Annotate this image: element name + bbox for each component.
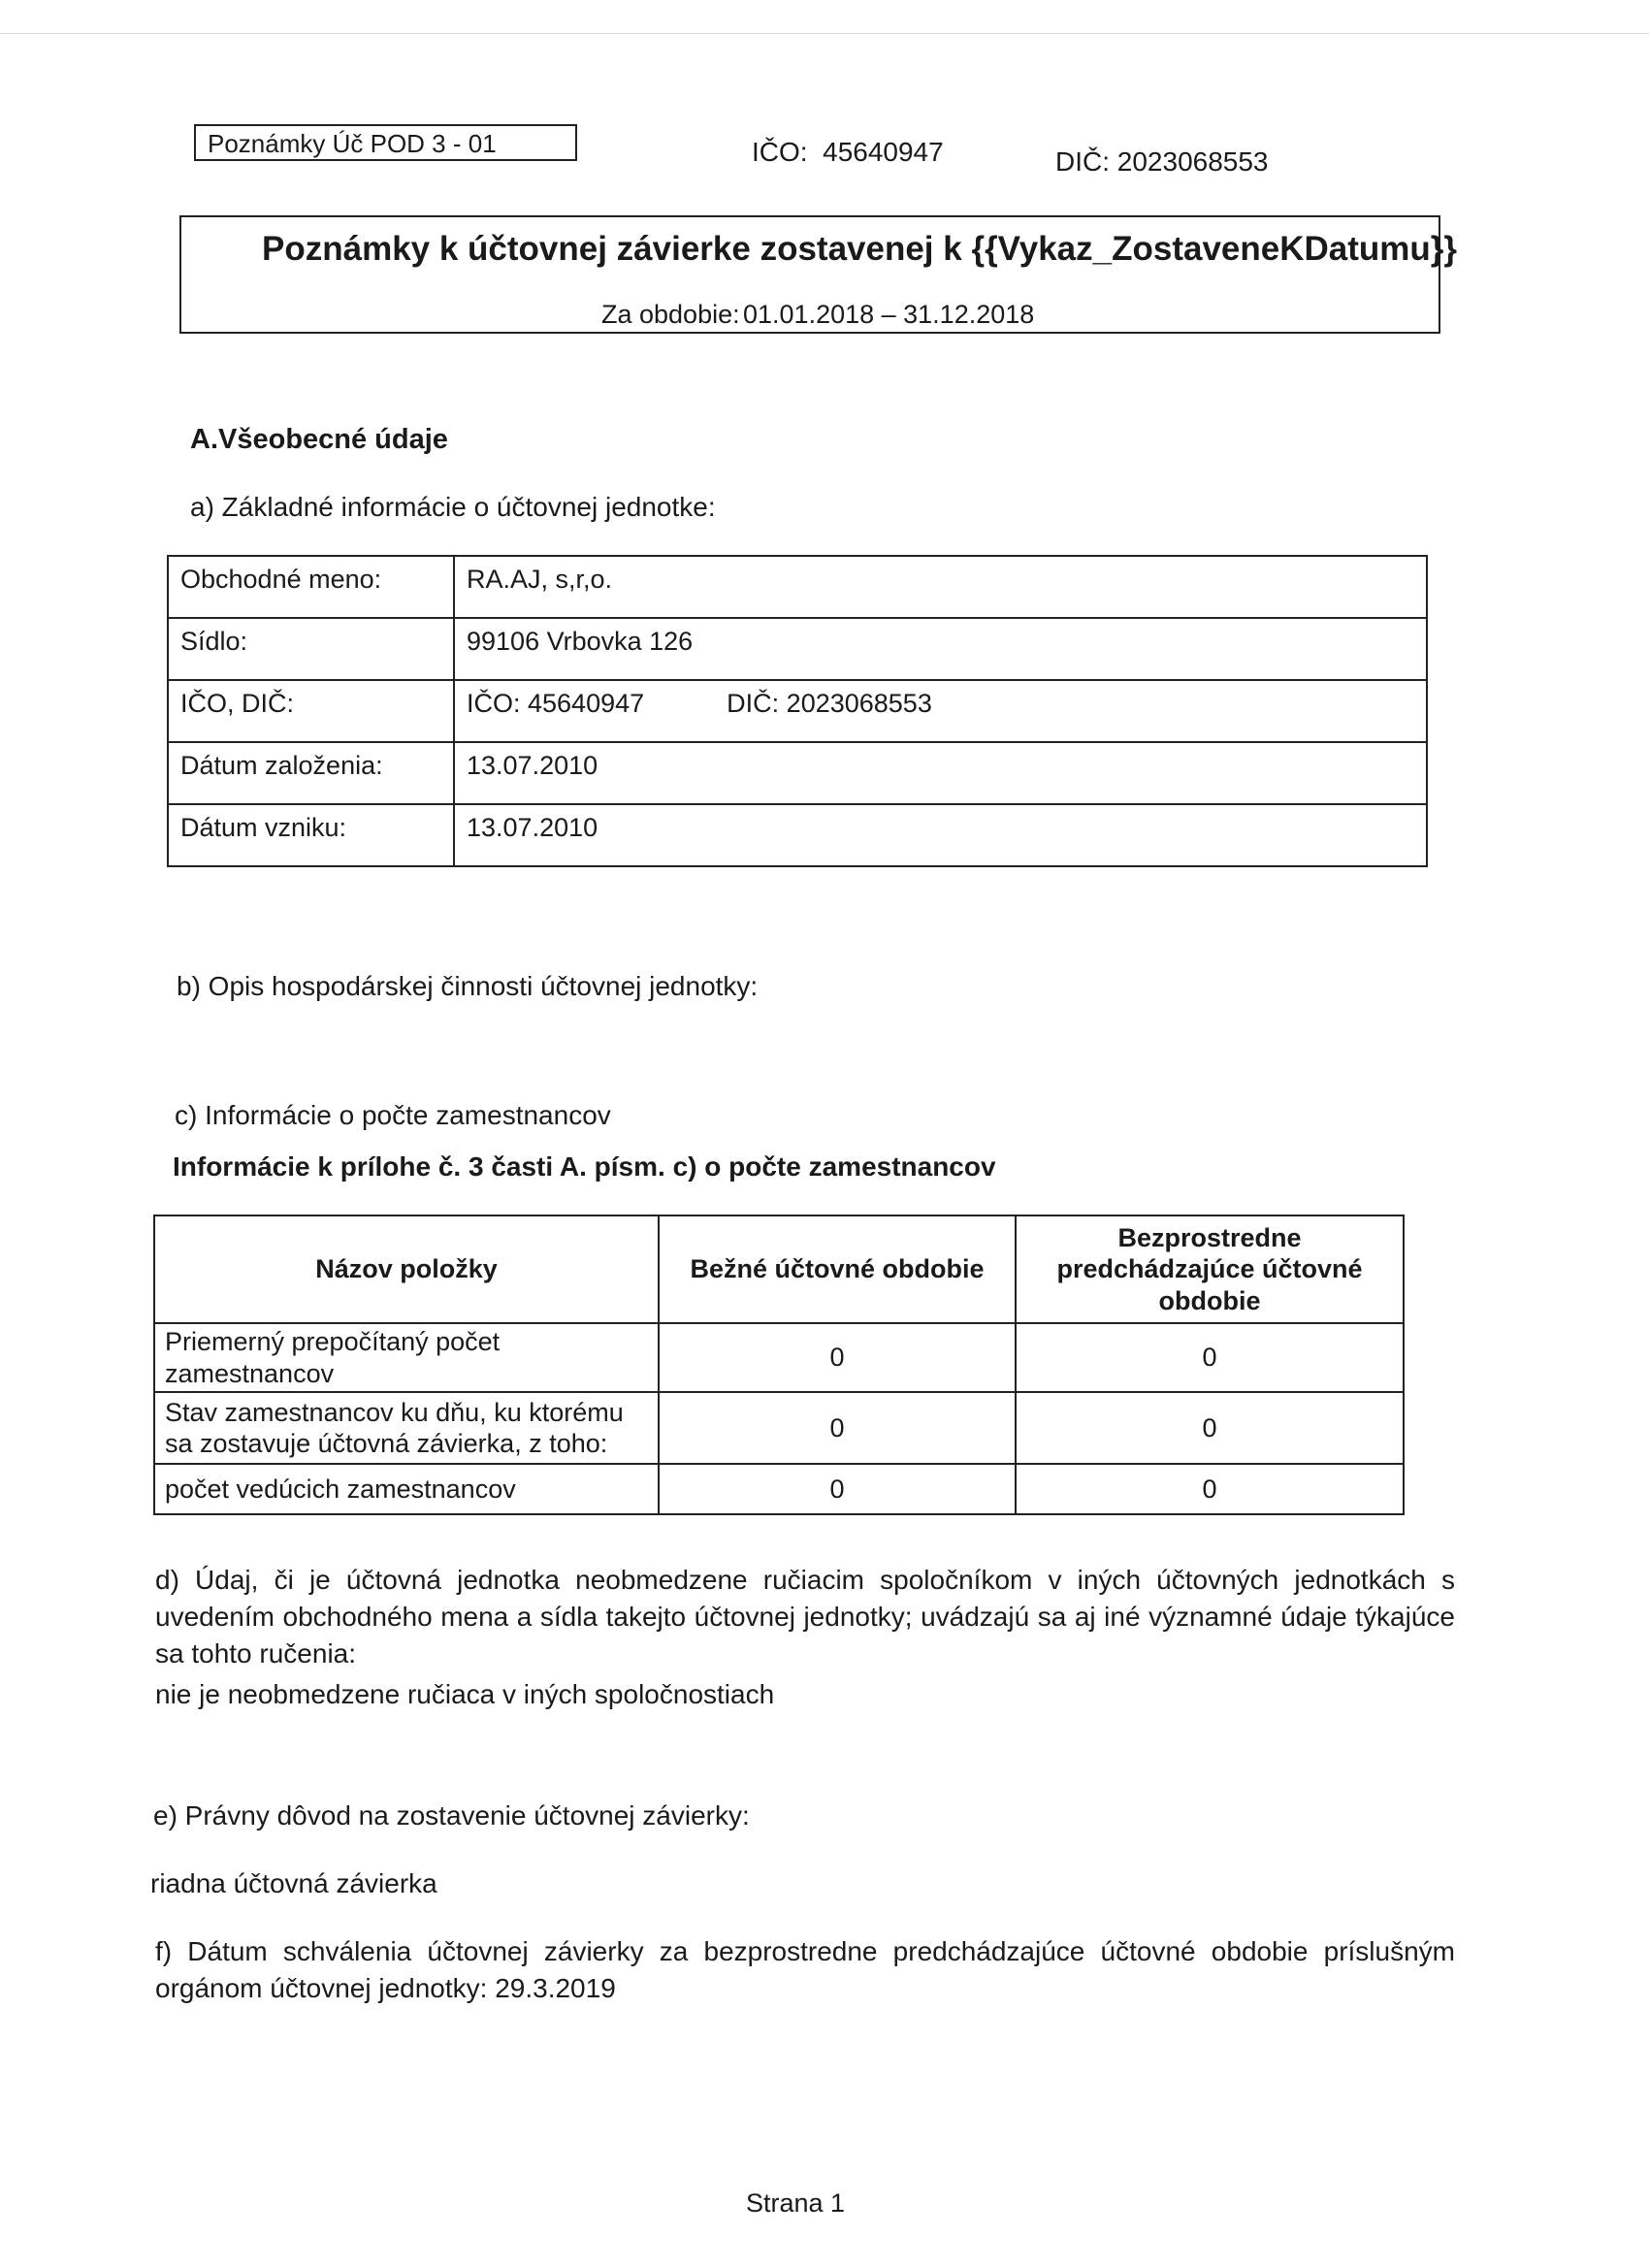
table-row [154, 1323, 1404, 1392]
table-cell-previous: 0 [1016, 1323, 1404, 1392]
subsection-e-answer: riadna účtovná závierka [150, 1868, 437, 1898]
info-value: RA.AJ, s,r,o. [454, 556, 1427, 618]
table-cell-item: Priemerný prepočítaný počet zamestnancov [154, 1323, 659, 1392]
info-value-ico-dic [454, 680, 1427, 742]
header-dic [1055, 146, 1269, 178]
info-value: 13.07.2010 [454, 742, 1427, 804]
info-dic: DIČ: 2023068553 [727, 689, 932, 718]
subsection-d-text: d) Údaj, či je účtovná jednotka neobmedzene ručiacim spoločníkom v iných účtovných jednotkách s uvedením obchodného mena a sídla takejto účtovnej jednotky; uvádzajú sa aj iné významné údaje týkajúce sa tohto ručenia: [155, 1565, 1455, 1669]
column-header: Bezprostredne predchádzajúce účtovné obdobie [1016, 1215, 1404, 1323]
dic-label: DIČ: [1055, 146, 1110, 177]
employees-heading: Informácie k prílohe č. 3 časti A. písm. c) o počte zamestnancov [173, 1151, 996, 1182]
dic-value: 2023068553 [1116, 146, 1269, 177]
table-cell-current: 0 [659, 1323, 1016, 1392]
subsection-f-text: f) Dátum schválenia účtovnej závierky za bezprostredne predchádzajúce účtovné obdobie príslušným orgánom účtovnej jednotky: 29.3.2019 [155, 1936, 1455, 2003]
form-code-box: Poznámky Úč POD 3 - 01 [194, 124, 577, 161]
column-header: Bežné účtovné obdobie [659, 1215, 1016, 1323]
info-value: 13.07.2010 [454, 804, 1427, 866]
table-row [154, 1392, 1404, 1464]
subsection-e-label: e) Právny dôvod na zostavenie účtovnej závierky: [153, 1800, 750, 1831]
info-label: Dátum vzniku: [168, 804, 454, 866]
info-label: Dátum založenia: [168, 742, 454, 804]
table-cell-item: počet vedúcich zamestnancov [154, 1464, 659, 1514]
table-row [168, 618, 1427, 680]
scan-edge-line [0, 33, 1649, 34]
document-title: Poznámky k účtovnej závierke zostavenej k {{Vykaz_ZostaveneKDatumu}} [262, 230, 1458, 268]
table-header-row [154, 1215, 1404, 1323]
table-cell-previous: 0 [1016, 1464, 1404, 1514]
period-label: Za obdobie: [601, 300, 740, 329]
table-cell-item: Stav zamestnancov ku dňu, ku ktorému sa zostavuje účtovná závierka, z toho: [154, 1392, 659, 1464]
table-row [168, 742, 1427, 804]
page-number: Strana 1 [745, 2188, 846, 2218]
info-label: Obchodné meno: [168, 556, 454, 618]
info-value: 99106 Vrbovka 126 [454, 618, 1427, 680]
ico-value: 45640947 [823, 137, 944, 167]
info-label: IČO, DIČ: [168, 680, 454, 742]
employees-table [153, 1215, 1405, 1515]
column-header: Názov položky [154, 1215, 659, 1323]
table-row [154, 1464, 1404, 1514]
info-ico: IČO: 45640947 [467, 689, 645, 718]
info-label: Sídlo: [168, 618, 454, 680]
subsection-a-label: a) Základné informácie o účtovnej jednotke: [190, 492, 716, 522]
company-info-table [167, 555, 1428, 867]
table-cell-current: 0 [659, 1392, 1016, 1464]
table-row [168, 804, 1427, 866]
header-ico [752, 136, 944, 169]
subsection-c-label: c) Informácie o počte zamestnancov [175, 1100, 611, 1130]
table-row [168, 556, 1427, 618]
table-cell-current: 0 [659, 1464, 1016, 1514]
period-value: 01.01.2018 – 31.12.2018 [743, 300, 1035, 329]
subsection-d-answer: nie je neobmedzene ručiaca v iných spoločnostiach [155, 1679, 775, 1709]
ico-label: IČO: [752, 137, 808, 167]
table-row [168, 680, 1427, 742]
table-cell-previous: 0 [1016, 1392, 1404, 1464]
section-a-heading: A.Všeobecné údaje [190, 424, 448, 455]
subsection-b-label: b) Opis hospodárskej činnosti účtovnej jednotky: [177, 971, 759, 1001]
